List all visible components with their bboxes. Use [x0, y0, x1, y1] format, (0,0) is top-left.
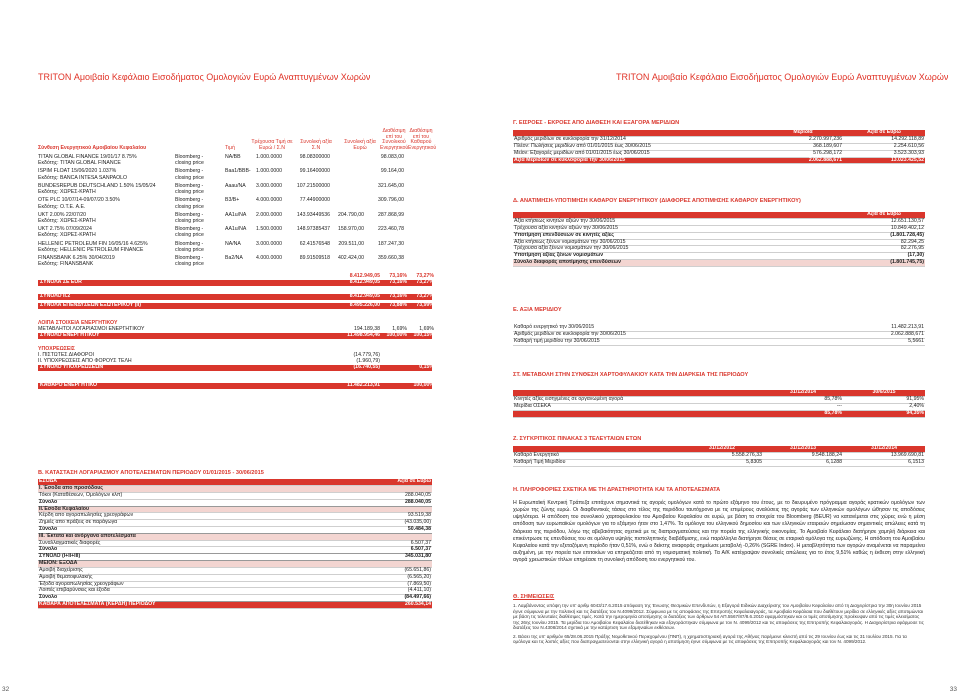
d-value: 82.294,25	[843, 239, 925, 246]
section-st-title: ΣΤ. ΜΕΤΑΒΟΛΗ ΣΤΗΝ ΣΥΝΘΕΣΗ ΧΑΡΤΟΦΥΛΑΚΙΟΥ ΚΑΤΑ ΤΗΝ ΔΙΑΡΚΕΙΑ ΤΗΣ ΠΕΡΙΟΔΟΥ	[513, 372, 749, 378]
z-cell: Καθαρό Ενεργητικό	[513, 453, 681, 460]
subtotal-pct2: 73,27%	[416, 272, 434, 279]
holding-name: TITAN GLOBAL FINANCE 19/01/17 8.75%	[38, 154, 137, 160]
holding-price: 99.16400000	[299, 168, 330, 175]
synola-ex-label: ΣΥΝΟΛΑ ΕΠΕΝΔΥΣΕΩΝ ΕΞΩΤΕΡΙΚΟΥ (ΙΙ)	[40, 302, 142, 309]
d-label: Τρέχουσα αξία κινητών αξιών την 30/06/2015	[513, 225, 843, 232]
results-value: 288.040,05	[341, 499, 432, 506]
g-cell: 576.298,172	[763, 150, 843, 157]
holding-value-eur: 359.660,38	[378, 255, 404, 262]
holding-source: Bloomberg -	[175, 255, 204, 262]
kathairo-row	[38, 383, 432, 389]
results-value: 50.484,38	[341, 527, 432, 534]
holding-quantity: 3.000.0000	[256, 240, 282, 247]
holding-issuer-row	[38, 176, 432, 182]
kathairo-label: ΚΑΘΑΡΟ ΕΝΕΡΓΗΤΙΚΟ	[40, 382, 98, 389]
z-cell: 9.548.188,24	[763, 453, 843, 460]
metaxy-pct1: 1,69%	[392, 326, 407, 333]
synolo-ypo-pct2: 0,15%	[419, 364, 434, 371]
holding-quantity: 2.000.0000	[256, 211, 282, 218]
holding-issuer: Εκδότης: FINANSBANK	[38, 261, 94, 268]
holding-price: 107.21500000	[296, 182, 330, 189]
results-value: (7.869,50)	[341, 581, 432, 588]
results-row	[38, 588, 432, 595]
results-title: Β. ΚΑΤΑΣΤΑΣΗ ΛΟΓΑΡΙΑΣΜΟΥ ΑΠΟΤΕΛΕΣΜΑΤΩΝ ΠΕΡΙΟΔΟΥ 01/01/2015 - 30/06/2015	[38, 470, 264, 476]
holding-price: 62.41576548	[299, 240, 330, 247]
z-cell: 6,1513	[843, 459, 925, 466]
holding-quantity: 3.000.0000	[256, 182, 282, 189]
results-value: 345.031,80	[341, 554, 432, 561]
holding-issuer: Εκδότης: HELLENIC PETROLEUM FINANCE	[38, 246, 144, 253]
synola-ex-value: 8.495.226,00	[349, 302, 380, 309]
holding-quantity: 1.500.0000	[256, 226, 282, 233]
d-value: 10.849.402,12	[843, 225, 925, 232]
section-z	[513, 436, 925, 467]
g-cell: 3.523.303,93	[843, 150, 925, 157]
results-row	[38, 574, 432, 581]
e-label: Καθαρό ενεργητικό την 30/06/2015	[513, 325, 843, 331]
section-h	[513, 487, 925, 564]
holding-price: 77.44900000	[299, 197, 330, 204]
st-cell: Μερίδια ΟΣΕΚΑ	[513, 403, 763, 410]
synolo-ii2-pct2: 73,27%	[416, 292, 434, 299]
kathairo-value: 11.482.213,91	[347, 382, 380, 389]
g-cell: 368.189,607	[763, 143, 843, 150]
synola-eur-pct2: 73,27%	[416, 278, 434, 285]
holding-name: OTE PLC 10/07/14-09/07/20 3.50%	[38, 197, 120, 204]
holding-name: FINANSBANK 6.25% 30/04/2019	[38, 255, 115, 262]
results-label: Αμοιβή διαχείρισης	[38, 567, 341, 574]
section-e	[513, 307, 925, 346]
synola-ex-pct2: 73,99%	[416, 302, 434, 309]
z-head-2: 31/12/2013	[763, 446, 843, 452]
results-value: (65.651,86)	[341, 567, 432, 574]
holding-issuer: Εκδότης: ΧΩΡΕΣ-ΚΡΑΤΗ	[38, 232, 96, 239]
g-head-1: Μερίδια	[763, 130, 843, 136]
holding-closing-price: closing price	[175, 174, 204, 181]
holding-value-sn: 209.511,00	[338, 240, 364, 247]
g-cell: Μείον: Εξαγορές μεριδίων από 01/01/2015 έως 30/06/2015	[513, 150, 763, 157]
d-value: 82.276,95	[843, 246, 925, 253]
synolo-ii2-pct1: 73,16%	[389, 292, 407, 299]
results-row	[38, 492, 432, 499]
section-d	[513, 198, 925, 267]
st-row	[513, 397, 925, 404]
holding-value-sn: 204.790,00	[338, 211, 364, 218]
holding-closing-price: closing price	[175, 203, 204, 210]
synola-ex-pct1: 73,88%	[389, 302, 407, 309]
col-header-price: Τρέχουσα Τιμή σε Ευρώ / Σ.Ν	[251, 139, 293, 152]
holding-rating: B3/B+	[225, 197, 240, 204]
d-value: (1.801.728,45)	[843, 232, 925, 239]
subtotal-pct1: 73,16%	[389, 272, 407, 279]
holding-closing-price: closing price	[175, 217, 204, 224]
holding-source: Bloomberg -	[175, 240, 204, 247]
d-total-value: (1.801.745,75)	[843, 260, 925, 267]
results-label: Ι. Έσοδα απο προσόδους	[38, 486, 341, 493]
results-label: Σύνολο	[38, 527, 341, 534]
d-label: Αξία κτήσεως κινητών αξιών την 30/06/2015	[513, 219, 843, 226]
g-cell: Πλέον: Πωλήσεις μεριδίων από 01/01/2015 έως 30/06/2015	[513, 143, 763, 150]
results-row	[38, 561, 432, 568]
section-d-title: Δ. ΑΝΑΤΙΜΗΣΗ-ΥΠΟΤΙΜΗΣΗ ΚΑΘΑΡΟΥ ΕΝΕΡΓΗΤΙΚΟΥ (ΔΙΑΦΟΡΕΣ ΑΠΟΤΙΜΗΣΗΣ ΚΑΘΑΡΟΥ ΕΝΕΡΓΗΤΙΚΟΥ)	[513, 198, 801, 204]
col-header-pct-total: Διαθέσιμη επί του Συνολικού Ενεργητικού	[380, 127, 409, 152]
holding-price: 143.93449536	[296, 211, 330, 218]
holding-source: Bloomberg -	[175, 197, 204, 204]
d-total-row	[513, 260, 925, 267]
holding-issuer-row	[38, 161, 432, 167]
holding-name: HELLENIC PETROLEUM FIN 16/05/16 4.625%	[38, 240, 148, 247]
results-value: (4.411,10)	[341, 588, 432, 595]
kathairo-pct2: 100,00%	[413, 382, 434, 389]
g-cell: Αριθμός μεριδίων σε κυκλοφορία την 31/12/2014	[513, 137, 763, 144]
metaxy-label: ΜΕΤΑΒΛΗΤΟΙ ΛΟΓΑΡΙΑΣΜΟΙ ΕΝΕΡΓΗΤΙΚΟΥ	[38, 326, 145, 333]
d-head-value: Αξία σε Ευρώ	[843, 212, 925, 218]
results-section	[38, 470, 432, 609]
synola-eur-pct1: 73,16%	[389, 278, 407, 285]
results-label: Σύνολο	[38, 595, 341, 602]
section-z-table	[513, 446, 925, 467]
holding-source: Bloomberg -	[175, 168, 204, 175]
holding-price: 89.91509518	[299, 255, 330, 262]
holding-value-sn: 402.424,00	[338, 255, 364, 262]
synolo-en-row	[38, 333, 432, 339]
d-value: 12.651.130,57	[843, 219, 925, 226]
portfolio-header	[38, 120, 437, 152]
results-row	[38, 567, 432, 574]
ypo1-label: Ι. ΠΙΣΤΩΤΕΣ ΔΙΑΦΟΡΟΙ	[38, 352, 94, 359]
holding-rating: Baa1/BBB-	[225, 168, 251, 175]
st-cell: 85,78%	[763, 397, 843, 404]
portfolio-section	[38, 120, 437, 389]
results-value: (6.565,20)	[341, 574, 432, 581]
holding-source: Bloomberg -	[175, 211, 204, 218]
synola-ex-row	[38, 303, 432, 309]
results-value: 6.507,37	[341, 540, 432, 547]
section-g-table	[513, 130, 925, 164]
holding-rating: NA/BB	[225, 154, 241, 160]
results-value: 260.534,14	[341, 601, 432, 608]
holding-issuer: Εκδότης: TITAN GLOBAL FINANCE	[38, 160, 121, 167]
section-e-title: Ε. ΑΞΙΑ ΜΕΡΙΔΙΟΥ	[513, 307, 562, 313]
holding-value-eur: 98.083,00	[380, 154, 404, 160]
synolo-ypo-label: ΣΥΝΟΛΟ ΥΠΟΧΡΕΩΣΕΩΝ	[40, 364, 104, 371]
holding-closing-price: closing price	[175, 189, 204, 196]
d-label: Τρέχουσα αξία ξένων νομισμάτων την 30/06/2015	[513, 246, 843, 253]
d-label: Υποτίμηση αξίας ξένων νομισμάτων	[513, 253, 843, 260]
st-head-1: 31/12/2014	[763, 390, 843, 396]
results-row	[38, 540, 432, 547]
holding-quantity: 4.000.0000	[256, 255, 282, 262]
holding-issuer: Εκδότης: ΧΩΡΕΣ-ΚΡΑΤΗ	[38, 217, 96, 224]
results-row	[38, 601, 432, 608]
section-th-title: Θ. ΣΗΜΕΙΩΣΕΙΣ	[513, 594, 555, 600]
st-cell: Κινητές αξίες εισηγμένες σε οργανωμένη αγορά	[513, 397, 763, 404]
results-label: Λοιπές επιβαρύνσεις και έξοδα	[38, 588, 341, 595]
holding-value-eur: 287.868,99	[378, 211, 404, 218]
results-label: Τόκοι (Καταθέσεων, Ομολόγων κλπ)	[38, 492, 341, 499]
holding-value-sn: 158.970,00	[338, 226, 364, 233]
d-label: Αξία κτήσεως ξένων νομισμάτων την 30/06/2015	[513, 239, 843, 246]
ypo-title-text: ΥΠΟΧΡΕΩΣΕΙΣ	[38, 346, 75, 353]
ypo2-label: ΙΙ. ΥΠΟΧΡΕΩΣΕΙΣ ΑΠΟ ΦΟΡΟΥΣ ΤΕΛΗ	[38, 358, 132, 365]
z-row	[513, 459, 925, 466]
holding-rating: AA1u/NA	[225, 211, 247, 218]
e-row	[513, 338, 925, 345]
section-d-table	[513, 212, 925, 267]
holding-source: Bloomberg -	[175, 226, 204, 233]
z-cell: 6,1288	[763, 459, 843, 466]
results-head-value: Αξία σε Ευρώ	[341, 479, 432, 485]
metaxy-pct2: 1,69%	[419, 326, 434, 333]
section-h-text: Η Ευρωπαϊκή Κεντρική Τράπεζα επιτάχυνε σημαντικά τις αγορές ομολόγων κατά το πρώτο εξάμηνο του έτους, με το διευρυμένο πρόγραμμα αγοράς κρατικών ομολόγων των χωρών της ζώνης ευρώ. Οι διαφθυντικές τάσεις στο τέλος της περιόδου ταυτόχρονα με τις επιμέρους αναλύσεις της αγοράς των ελληνικών ομολόγων ώθησαν τις αποδόσεις υψηλότερα. Η απόδοση του συνολικού χαρτοφυλακίου του Αμοιβαίου Κεφαλαίου σε ευρώ, με βάση τα στοιχεία του Bloomberg (BEUR) να κατανέμεται στις χώρες ενώ η μέση απόδοση των ευρωπαϊκών ομολόγων για το εξάμηνο ήταν στο 1,47%. Τα ομόλογα του ελληνικού δημοσίου και των ελληνικών εταιρειών σημείωσαν σημαντικές απώλειες κατά τη διάρκεια της περιόδου, λόγω της αβεβαιότητας σχετικά με τις διαπραγματεύσεις και την πορεία της ελληνικής οικονομίας. Το Αμοιβαίο Κεφάλαιο διατήρησε χαμηλή διάρκεια και επικέντρωσε τις επενδύσεις του σε ομόλογα υψηλής πιστοληπτικής διαβάθμισης, ενώ παράλληλα διατήρησε θέσεις σε εταιρικά ομόλογα της ευρωζώνης. Η απόδοση του Αμοιβαίου Κεφαλαίου κατά την εξεταζόμενη περίοδο ήταν 0,51%, ενώ ο δείκτης αναφοράς σημείωσε μεταβολή -0,26% (SGRE Index). Η μεταβλητότητα των αγορών αναμένεται να παραμείνει αυξημένη, με την πορεία των επιτοκίων να επηρεάζεται από τη νομισματική πολιτική. Τα Α/Κ κατέγραψαν συνολικές απώλειες για το έτος 9,51% καθώς η έκθεση στην ελληνική αγορά χρεωστικών τίτλων επηρέασε τη συνολική απόδοση του ενεργητικού του.	[513, 500, 925, 563]
holding-quantity: 4.000.0000	[256, 197, 282, 204]
z-cell: Καθαρή Τιμή Μεριδίου	[513, 459, 681, 466]
col-header-name: Σύνθεση Ενεργητικού Αμοιβαίου Κεφαλαίου	[38, 145, 147, 152]
synolo-en-label: ΣΥΝΟΛΟ ΕΝΕΡΓΗΤΙΚΟΥ	[40, 332, 100, 339]
holding-closing-price: closing price	[175, 160, 204, 167]
holding-value-eur: 309.796,00	[378, 197, 404, 204]
g-cell: 14.292.118,89	[843, 137, 925, 144]
e-label: Αριθμός μεριδίων σε κυκλοφορία την 30/06/2015	[513, 332, 843, 339]
synolo-ii2-label: ΣΥΝΟΛΟ ΙΙ.2	[40, 292, 71, 299]
synola-eur-row	[38, 280, 432, 286]
holding-closing-price: closing price	[175, 246, 204, 253]
results-value: (43.035,00)	[341, 520, 432, 527]
section-st	[513, 372, 925, 418]
holdings-list	[38, 155, 432, 271]
col-header-pct-net: Διαθέσιμη επί του Καθαρού Ενεργητικού	[408, 127, 437, 152]
holding-issuer-row	[38, 190, 432, 196]
d-value: (17,30)	[843, 253, 925, 260]
results-head-label: ΕΣΟΔΑ	[38, 479, 341, 485]
ypo2-value: (1.960,79)	[356, 358, 380, 365]
page-number-right: 33	[949, 685, 957, 693]
holding-issuer: Εκδότης: Ο.Τ.Ε. Α.Ε.	[38, 203, 86, 210]
holding-issuer: Εκδότης: BANCA INTESA SANPAOLO	[38, 174, 128, 181]
note-1: 1. Λαμβάνοντας υπόψη την υπ' αριθμ 6043/17.6.2015 απόφαση της Ένωσης Θεσμικών Επενδυτών, η Εξαγορά Ειδικών Διαχείρισης του Αμοιβαίου Κεφαλαίου από τη Διαχειρίστρια την 30η Ιουνίου 2015 έγινε σύμφωνα με την πολιτική και τις διατάξεις του Ν.4099/2012. Σύμφωνα με τις αποφάσεις της Επιτροπής Κεφαλαιαγοράς, τα Αμοιβαία Κεφάλαια που διαθέτουν μερίδια σε ελληνικές αξίες αποτιμώνται με βάση τις τελευταίες διαθέσιμες τιμές. Κατά την ημερομηνία αποτίμησης οι διατάξεις των άρθρων 54 ΑΠ.5567/87/8.6.2010 εφαρμόστηκαν και οι τιμές αποτίμησης προέκυψαν από τις τιμές κλεισίματος της 26ης Ιουνίου 2015. Τα μερίδια του Αμοιβαίου Κεφαλαίου διατέθηκαν και εξαγοράστηκαν σύμφωνα με τον Ν. 4099/2012 και τις αποφάσεις της Επιτροπής Κεφαλαιαγοράς. Η Διαχειρίστρια εφάρμοσε τις διατάξεις του Ν.4308/2014 σχετικά με την κατάρτιση των εξαμηνιαίων εκθέσεων.	[513, 603, 924, 631]
section-h-title: Η. ΠΛΗΡΟΦΟΡΙΕΣ ΣΧΕΤΙΚΑ ΜΕ ΤΗ ΔΡΑΣΤΗΡΙΟΤΗΤΑ ΚΑΙ ΤΑ ΑΠΟΤΕΛΕΣΜΑΤΑ	[513, 487, 721, 493]
synolo-ii2-value: 8.412.949,05	[349, 292, 380, 299]
holding-rating: AA1u/NA	[225, 226, 247, 233]
metaxy-value: 194.189,38	[354, 326, 380, 333]
holding-closing-price: closing price	[175, 261, 204, 268]
holding-issuer-row	[38, 248, 432, 254]
st-cell: ---	[763, 403, 843, 410]
st-cell: 91,95%	[843, 397, 925, 404]
holding-issuer-row	[38, 219, 432, 225]
synolo-en-value: 11.498.954,46	[347, 332, 380, 339]
results-row	[38, 520, 432, 527]
z-cell: 13.969.690,81	[843, 453, 925, 460]
holding-source: Bloomberg -	[175, 182, 204, 189]
ypo1-value: (14.779,76)	[353, 352, 380, 359]
holding-value-eur: 99.164,00	[380, 168, 404, 175]
col-header-rating: Τιμή	[225, 145, 236, 152]
holding-name: UKT 2.75% 07/09/2024	[38, 226, 92, 233]
holding-name: ISPIM FLOAT 15/06/2020 1.037%	[38, 168, 117, 175]
page-header-left: TRITON Αμοιβαίο Κεφάλαιο Εισοδήματος Ομολογιών Ευρώ Αναπτυγμένων Χωρών	[38, 72, 371, 82]
results-label: ΜΕΙΟΝ: ΕΞΟΔΑ	[38, 561, 341, 568]
holding-closing-price: closing price	[175, 232, 204, 239]
results-label: Σύνολο	[38, 547, 341, 554]
page-number-left: 32	[2, 685, 10, 693]
synolo-en-pct1: 100,00%	[386, 332, 407, 339]
g-head-2: Αξία σε Ευρώ	[843, 130, 925, 136]
g-cell: 2.270.997,236	[763, 137, 843, 144]
results-value: 288.040,05	[341, 492, 432, 499]
e-value: 2.062.888,671	[843, 332, 925, 339]
st-cell: 2,40%	[843, 403, 925, 410]
st-row	[513, 403, 925, 410]
d-total-label: Σύνολο διαφοράς αποτίμησης επενδύσεων	[513, 260, 843, 267]
holding-issuer-row	[38, 262, 432, 268]
z-row	[513, 453, 925, 460]
z-head-1: 31/12/2012	[681, 446, 763, 452]
g-total-cell: 13.023.425,52	[843, 157, 925, 164]
results-row	[38, 499, 432, 506]
synolo-en-pct2: 100,15%	[413, 332, 434, 339]
holding-issuer: Εκδότης: ΧΩΡΕΣ-ΚΡΑΤΗ	[38, 189, 96, 196]
g-total-cell: Αξία Μεριδίων σε κυκλοφορία την 30/06/2015	[513, 157, 763, 164]
holding-rating: Aaau/NA	[225, 182, 246, 189]
subtotal-value: 8.412.949,05	[349, 272, 380, 279]
holding-rating: NA/NA	[225, 240, 241, 247]
holding-price: 98.08300000	[299, 154, 330, 160]
results-value: 93.519,38	[341, 513, 432, 520]
section-g-title: Γ. ΕΙΣΡΟΕΣ - ΕΚΡΟΕΣ ΑΠΟ ΔΙΑΘΕΣΗ ΚΑΙ ΕΞΑΓΟΡΑ ΜΕΡΙΔΙΩΝ	[513, 120, 680, 126]
synolo-ypo-row	[38, 365, 432, 371]
d-label: Υποτίμηση επενδύσεων σε κινητές αξίες	[513, 232, 843, 239]
z-cell: 5,8305	[681, 459, 763, 466]
section-th	[513, 594, 925, 645]
holding-price: 148.97385437	[296, 226, 330, 233]
e-value: 11.482.213,91	[843, 325, 925, 331]
z-cell: 5.558.276,33	[681, 453, 763, 460]
st-total-cell: 94,35%	[843, 410, 925, 417]
results-label: Σύνολο	[38, 499, 341, 506]
section-e-table	[513, 325, 925, 346]
st-head-2: 30/6/2015	[843, 390, 925, 396]
synolo-ii2-row	[38, 294, 432, 300]
holding-quantity: 1.000.0000	[256, 154, 282, 160]
section-g	[513, 120, 925, 164]
synolo-ypo-value: (16.740,55)	[353, 364, 380, 371]
st-total-cell: 85,78%	[763, 410, 843, 417]
results-label: ΚΑΘΑΡΑ ΑΠΟΤΕΛΕΣΜΑΤΑ (ΚΕΡΔΗ) ΠΕΡΙΟΔΟΥ	[38, 601, 341, 608]
section-st-table	[513, 390, 925, 417]
z-head-3: 31/12/2014	[843, 446, 925, 452]
results-value: (84.497,66)	[341, 595, 432, 602]
page-header-right: TRITON Αμοιβαίο Κεφάλαιο Εισοδήματος Ομολογιών Ευρώ Αναπτυγμένων Χωρών	[616, 72, 949, 82]
results-row	[38, 547, 432, 554]
holding-rating: Ba2/NA	[225, 255, 243, 262]
holding-value-eur: 223.460,78	[378, 226, 404, 233]
loipa-title-text: ΛΟΙΠΑ ΣΤΟΙΧΕΙΑ ΕΝΕΡΓΗΤΙΚΟΥ	[38, 320, 118, 327]
results-table	[38, 479, 432, 609]
results-label: ΙΙ.Έσοδα Κεφαλαίου	[38, 506, 341, 513]
results-label: Αμοιβή θεματοφυλακής	[38, 574, 341, 581]
holding-name: UKT 2.00% 22/07/20	[38, 211, 87, 218]
results-label: ΣΥΝΟΛΟ (Ι+ΙΙ+ΙΙΙ)	[38, 554, 341, 561]
st-total-cell	[513, 410, 763, 417]
holding-quantity: 1.000.0000	[256, 168, 282, 175]
g-total-cell: 2.062.888,671	[763, 157, 843, 164]
note-2: 2. Βάσει της υπ' αριθμόν 65/28.06.2015 Πράξης Νομοθετικού Περιεχομένου (ΠΝΠ), η χρηματιστηριακή αγορά της Αθήνας παρέμεινε κλειστή από τις 29 Ιουνίου έως και τις 31 Ιουλίου 2015. Για τα ομόλογα και τις λοιπές αξίες που διαπραγματεύονται στην ελληνική αγορά η αποτίμηση έγινε σύμφωνα με τις αποφάσεις της Επιτροπής Κεφαλαιαγοράς και τον Ν. 4099/2012.	[513, 633, 907, 645]
holding-issuer-row	[38, 233, 432, 239]
results-label: Συναλλαγματικές διαφορές	[38, 540, 341, 547]
synola-eur-value: 8.412.949,05	[349, 278, 380, 285]
col-header-value-sn: Συνολική αξία Σ.Ν	[300, 139, 332, 152]
g-cell: 2.254.610,56	[843, 143, 925, 150]
synola-eur-label: ΣΥΝΟΛΑ ΣΕ EUR	[40, 278, 82, 285]
results-label: Ζημιές απο πράξεις σε παράγωγα	[38, 520, 341, 527]
holding-source: Bloomberg -	[175, 154, 204, 160]
holding-value-eur: 187.247,30	[378, 240, 404, 247]
st-total-row	[513, 410, 925, 417]
results-row	[38, 554, 432, 561]
e-value: 5,5661	[843, 338, 925, 345]
e-label: Καθαρή τιμή μεριδίου την 30/06/2015	[513, 338, 843, 345]
results-label: ΙΙΙ. Έκτατα και ανόργανα αποτελέσματα	[38, 533, 341, 540]
col-header-value-eur: Συνολική αξία Ευρώ	[344, 139, 376, 152]
results-label: Κέρδη απο αγοραπωλησίες χρεογράφων	[38, 513, 341, 520]
holding-value-eur: 321.645,00	[378, 182, 404, 189]
results-label: Έξοδα αγοραπωλησίας χρεογράφων	[38, 581, 341, 588]
g-total-row	[513, 157, 925, 164]
section-z-title: Ζ. ΣΥΓΚΡΙΤΙΚΟΣ ΠΙΝΑΚΑΣ 3 ΤΕΛΕΥΤΑΙΩΝ ΕΤΩΝ	[513, 436, 642, 442]
results-value: 6.507,37	[341, 547, 432, 554]
holding-issuer-row	[38, 205, 432, 211]
holding-name: BUNDESREPUB DEUTSCHLAND 1.50% 15/05/24	[38, 182, 156, 189]
